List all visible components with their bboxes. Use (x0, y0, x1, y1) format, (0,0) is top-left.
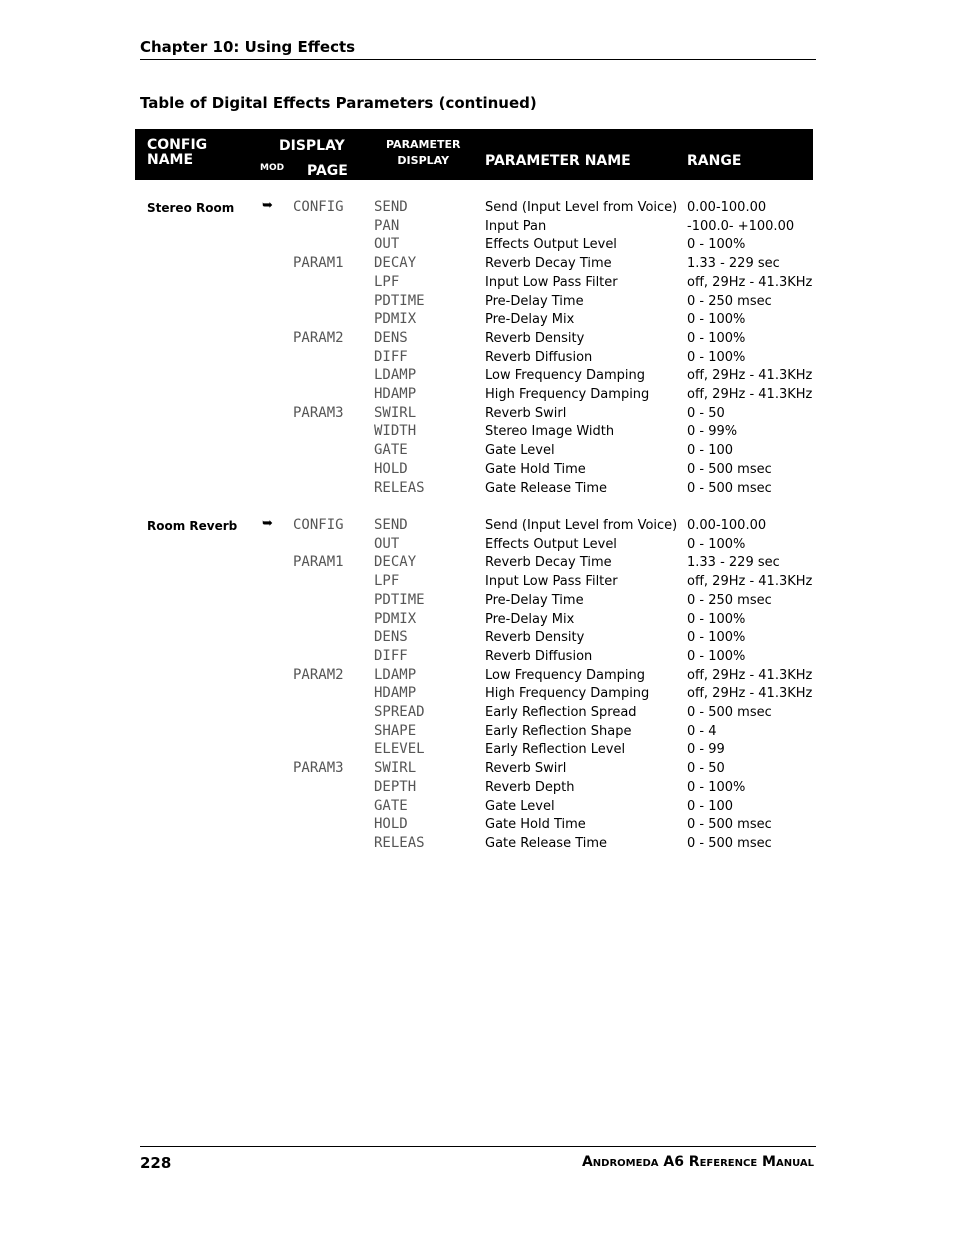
col-parameter-name: PARAMETER NAME (485, 153, 631, 169)
parameter-name: Gate Hold Time (485, 817, 586, 832)
parameter-display: LPF (374, 274, 400, 290)
parameter-display: LPF (374, 573, 400, 589)
arrow-icon: ➥ (262, 198, 273, 213)
display-page: PARAM2 (293, 330, 344, 346)
parameter-name: Effects Output Level (485, 237, 617, 252)
parameter-display: HOLD (374, 816, 408, 832)
parameter-range: 1.33 - 229 sec (687, 256, 780, 271)
parameter-name: Input Pan (485, 219, 547, 234)
parameter-display: PAN (374, 218, 400, 234)
parameter-display: DEPTH (374, 779, 417, 795)
parameter-display: SWIRL (374, 405, 417, 421)
parameter-range: 0 - 100% (687, 649, 746, 664)
col-parameter-display: PARAMETER DISPLAY (386, 138, 461, 167)
parameter-name: Reverb Swirl (485, 406, 567, 421)
parameter-name: Low Frequency Damping (485, 368, 646, 383)
parameter-display: ELEVEL (374, 741, 425, 757)
parameter-range: 0 - 100% (687, 537, 746, 552)
parameter-display: SHAPE (374, 723, 417, 739)
display-page: PARAM2 (293, 667, 344, 683)
parameter-range: 0.00-100.00 (687, 518, 767, 533)
parameter-range: 0 - 500 msec (687, 705, 772, 720)
parameter-name: Early Reflection Spread (485, 705, 637, 720)
parameter-range: 0 - 100% (687, 237, 746, 252)
parameter-range: off, 29Hz - 41.3KHz (687, 368, 813, 383)
parameter-range: 0 - 100% (687, 331, 746, 346)
parameter-range: off, 29Hz - 41.3KHz (687, 686, 813, 701)
parameter-display: PDTIME (374, 293, 425, 309)
display-page: PARAM3 (293, 405, 344, 421)
parameter-range: 0 - 100 (687, 443, 734, 458)
parameter-display: RELEAS (374, 480, 425, 496)
parameter-display: PDMIX (374, 311, 417, 327)
parameter-name: Reverb Diffusion (485, 649, 593, 664)
parameter-display: OUT (374, 536, 400, 552)
parameter-range: 0 - 4 (687, 724, 717, 739)
parameter-display: PDMIX (374, 611, 417, 627)
footer-rule (140, 1146, 816, 1147)
parameter-range: off, 29Hz - 41.3KHz (687, 668, 813, 683)
parameter-display: OUT (374, 236, 400, 252)
parameter-display: GATE (374, 442, 408, 458)
parameter-display: HDAMP (374, 685, 417, 701)
parameter-name: Input Low Pass Filter (485, 275, 618, 290)
parameter-display: RELEAS (374, 835, 425, 851)
parameter-name: Pre-Delay Mix (485, 312, 575, 327)
parameter-name: Low Frequency Damping (485, 668, 646, 683)
parameter-name: Gate Release Time (485, 481, 608, 496)
parameter-name: Gate Level (485, 443, 555, 458)
parameter-range: 0 - 100% (687, 312, 746, 327)
parameter-range: 0 - 50 (687, 761, 725, 776)
parameter-range: 0 - 250 msec (687, 294, 772, 309)
col-page: PAGE (307, 163, 348, 179)
parameter-name: Stereo Image Width (485, 424, 615, 439)
parameter-name: Gate Release Time (485, 836, 608, 851)
parameter-display: HDAMP (374, 386, 417, 402)
parameter-name: Pre-Delay Time (485, 593, 584, 608)
page-number: 228 (140, 1154, 172, 1172)
parameter-range: 1.33 - 229 sec (687, 555, 780, 570)
parameter-name: Input Low Pass Filter (485, 574, 618, 589)
parameter-display: SWIRL (374, 760, 417, 776)
header-rule (140, 59, 816, 60)
parameter-range: 0 - 500 msec (687, 462, 772, 477)
parameter-name: Early Reflection Level (485, 742, 626, 757)
parameter-range: 0 - 50 (687, 406, 725, 421)
parameter-name: Send (Input Level from Voice) (485, 518, 678, 533)
parameter-range: 0 - 500 msec (687, 836, 772, 851)
parameter-name: Reverb Diffusion (485, 350, 593, 365)
parameter-range: 0 - 100% (687, 350, 746, 365)
parameter-range: 0 - 100% (687, 780, 746, 795)
parameter-display: SEND (374, 199, 408, 215)
parameter-range: 0 - 99 (687, 742, 725, 757)
parameter-name: Reverb Depth (485, 780, 575, 795)
display-page: PARAM1 (293, 554, 344, 570)
parameter-range: 0.00-100.00 (687, 200, 767, 215)
parameter-name: Reverb Decay Time (485, 555, 612, 570)
display-page: CONFIG (293, 517, 344, 533)
parameter-name: Pre-Delay Time (485, 294, 584, 309)
parameter-display: DECAY (374, 255, 417, 271)
col-display: DISPLAY (279, 138, 345, 154)
config-name: Stereo Room (147, 201, 235, 215)
parameter-name: High Frequency Damping (485, 387, 650, 402)
parameter-name: Reverb Decay Time (485, 256, 612, 271)
config-name: Room Reverb (147, 519, 238, 533)
table-title: Table of Digital Effects Parameters (continued) (140, 94, 537, 112)
col-config-name: CONFIG NAME (147, 137, 208, 168)
col-mod: MOD (260, 163, 285, 173)
parameter-name: Early Reflection Shape (485, 724, 632, 739)
parameter-display: DENS (374, 330, 408, 346)
parameter-display: GATE (374, 798, 408, 814)
table-header (135, 129, 813, 180)
parameter-name: Effects Output Level (485, 537, 617, 552)
parameter-range: 0 - 100 (687, 799, 734, 814)
parameter-range: 0 - 100% (687, 630, 746, 645)
parameter-range: off, 29Hz - 41.3KHz (687, 387, 813, 402)
parameter-name: Reverb Density (485, 630, 585, 645)
parameter-display: HOLD (374, 461, 408, 477)
manual-title: Andromeda A6 Reference Manual (581, 1154, 814, 1170)
arrow-icon: ➥ (262, 516, 273, 531)
parameter-display: DENS (374, 629, 408, 645)
parameter-name: High Frequency Damping (485, 686, 650, 701)
parameter-name: Send (Input Level from Voice) (485, 200, 678, 215)
parameter-range: 0 - 100% (687, 612, 746, 627)
parameter-display: WIDTH (374, 423, 417, 439)
parameter-name: Reverb Density (485, 331, 585, 346)
parameter-display: PDTIME (374, 592, 425, 608)
parameter-display: LDAMP (374, 367, 417, 383)
parameter-display: LDAMP (374, 667, 417, 683)
parameter-range: 0 - 500 msec (687, 817, 772, 832)
parameter-range: -100.0- +100.00 (687, 219, 795, 234)
chapter-heading: Chapter 10: Using Effects (140, 38, 356, 56)
parameter-name: Gate Hold Time (485, 462, 586, 477)
col-range: RANGE (687, 153, 742, 169)
display-page: CONFIG (293, 199, 344, 215)
parameter-name: Pre-Delay Mix (485, 612, 575, 627)
parameter-display: DIFF (374, 648, 408, 664)
parameter-range: off, 29Hz - 41.3KHz (687, 574, 813, 589)
parameter-range: 0 - 99% (687, 424, 738, 439)
display-page: PARAM3 (293, 760, 344, 776)
parameter-display: SEND (374, 517, 408, 533)
parameter-range: off, 29Hz - 41.3KHz (687, 275, 813, 290)
parameter-display: DECAY (374, 554, 417, 570)
parameter-display: DIFF (374, 349, 408, 365)
parameter-display: SPREAD (374, 704, 425, 720)
parameter-range: 0 - 250 msec (687, 593, 772, 608)
parameter-range: 0 - 500 msec (687, 481, 772, 496)
display-page: PARAM1 (293, 255, 344, 271)
parameter-name: Reverb Swirl (485, 761, 567, 776)
parameter-name: Gate Level (485, 799, 555, 814)
